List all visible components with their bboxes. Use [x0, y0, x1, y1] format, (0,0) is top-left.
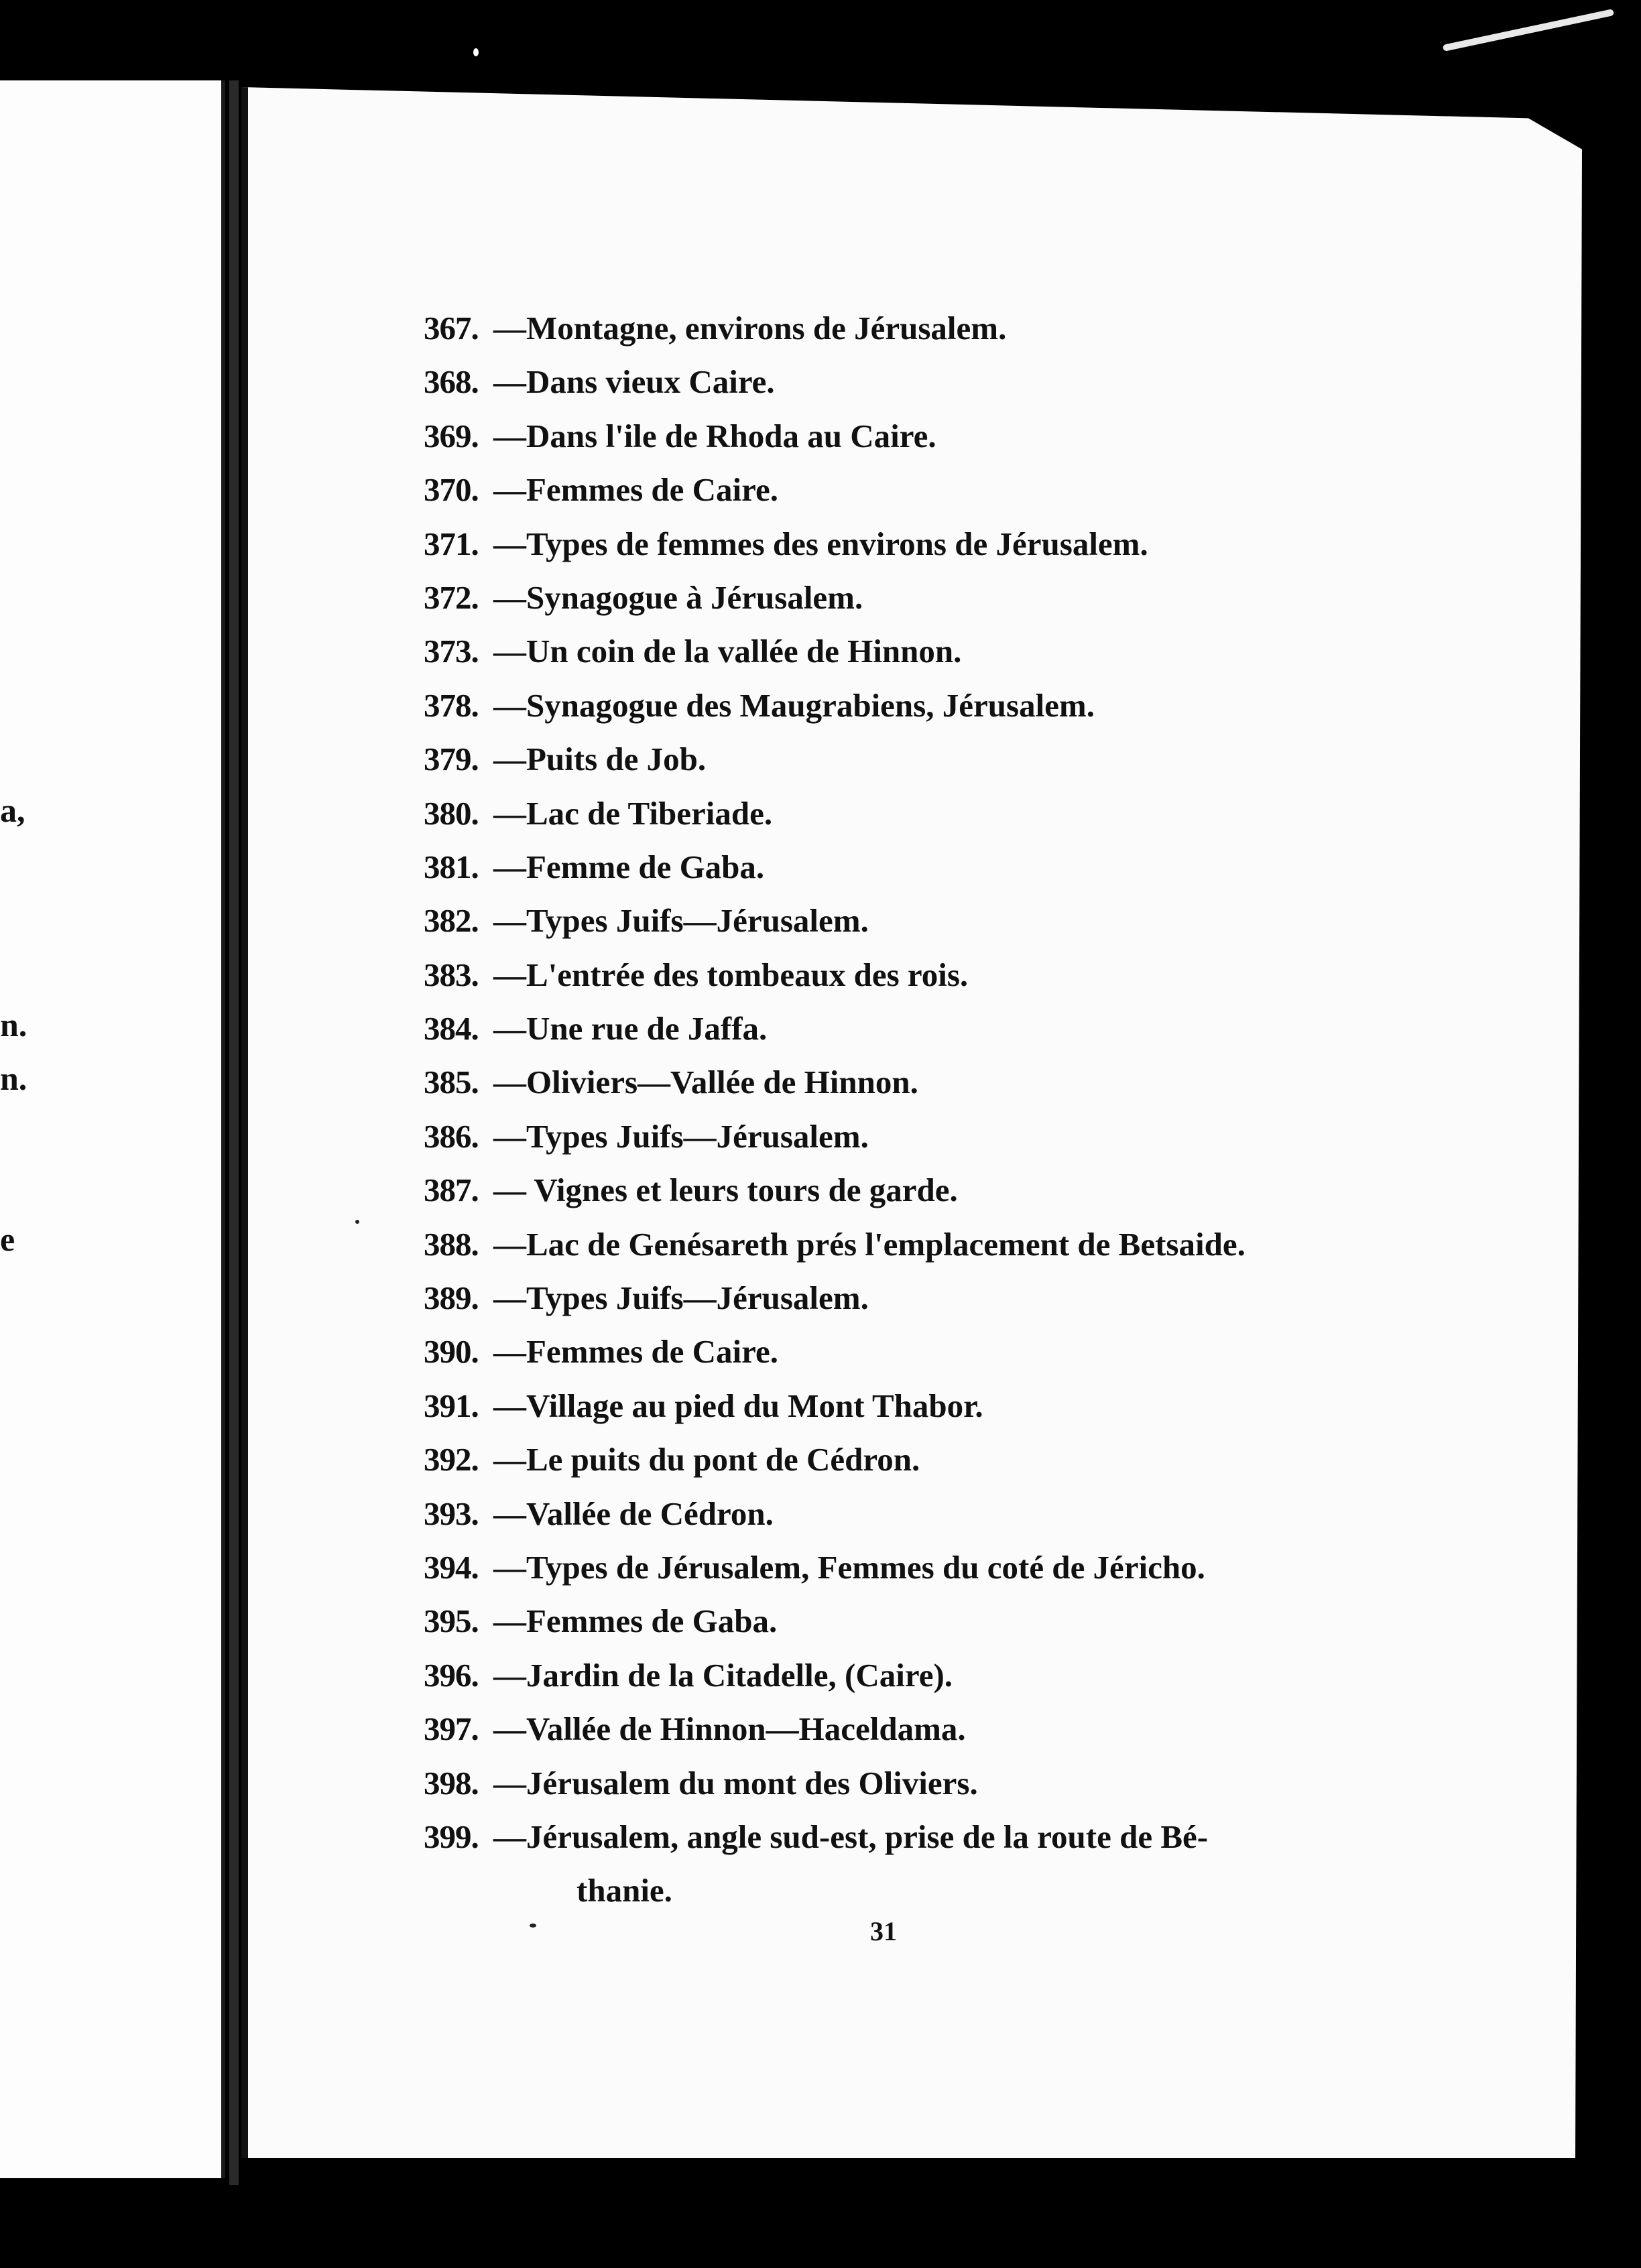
entry-title: —Femme de Gaba.: [493, 848, 765, 885]
catalog-entry: [424, 1649, 1443, 1702]
catalog-entry: [424, 1218, 1443, 1271]
catalog-entry: [424, 1810, 1443, 1864]
entry-number: 378.: [424, 686, 479, 724]
entry-title: —Femmes de Gaba.: [493, 1602, 778, 1640]
entry-title: —Jardin de la Citadelle, (Caire).: [493, 1656, 953, 1694]
entry-number: 370.: [424, 471, 479, 509]
left-page-fragment: n.: [0, 1006, 27, 1044]
entry-title: —Le puits du pont de Cédron.: [493, 1441, 920, 1478]
entry-title: —Types Juifs—Jérusalem.: [493, 1279, 869, 1317]
entry-number: 372.: [424, 578, 479, 616]
catalog-entry: [424, 355, 1443, 409]
entry-title: —Vallée de Cédron.: [493, 1495, 774, 1532]
entry-title: —Synagogue à Jérusalem.: [493, 578, 863, 616]
entry-title: —Un coin de la vallée de Hinnon.: [493, 633, 962, 670]
catalog-entry: [424, 1594, 1443, 1648]
entry-number: 391.: [424, 1387, 479, 1424]
scan-artifact: [1443, 9, 1614, 52]
entry-title: —Dans vieux Caire.: [493, 363, 775, 401]
catalog-entry: [424, 840, 1443, 894]
entry-number: 385.: [424, 1064, 479, 1101]
entry-title: —Jérusalem du mont des Oliviers.: [493, 1764, 978, 1802]
entry-number: 388.: [424, 1225, 479, 1263]
entry-number: 395.: [424, 1602, 479, 1640]
entry-title: —Dans l'ile de Rhoda au Caire.: [493, 417, 936, 454]
entry-number: 390.: [424, 1333, 479, 1371]
entry-number: 368.: [424, 363, 479, 401]
entry-number: 371.: [424, 525, 479, 562]
catalog-entry: [424, 948, 1443, 1002]
book-spine: [229, 80, 239, 2185]
catalog-entry: [424, 1110, 1443, 1163]
entry-title: —Vallée de Hinnon—Haceldama.: [493, 1710, 966, 1748]
catalog-entry: [424, 463, 1443, 517]
entry-number: 397.: [424, 1710, 479, 1748]
entry-number: 386.: [424, 1117, 479, 1155]
entry-title: —Lac de Tiberiade.: [493, 794, 773, 832]
catalog-entry: [424, 894, 1443, 948]
entry-title: —Puits de Job.: [493, 741, 707, 778]
catalog-entry-list: [424, 302, 1443, 1918]
entry-title: —Oliviers—Vallée de Hinnon.: [493, 1064, 918, 1101]
catalog-entry: [424, 1757, 1443, 1810]
entry-title: —Synagogue des Maugrabiens, Jérusalem.: [493, 686, 1095, 724]
ink-speck: [355, 1220, 359, 1224]
catalog-entry: [424, 517, 1443, 571]
catalog-entry: [424, 1487, 1443, 1541]
entry-number: 387.: [424, 1172, 479, 1209]
catalog-entry: [424, 787, 1443, 840]
ink-speck: [530, 1924, 536, 1928]
catalog-entry: [424, 1002, 1443, 1056]
entry-title: — Vignes et leurs tours de garde.: [493, 1172, 958, 1209]
catalog-entry: [424, 302, 1443, 355]
entry-number: 382.: [424, 902, 479, 940]
entry-number: 369.: [424, 417, 479, 454]
entry-number: 379.: [424, 741, 479, 778]
catalog-entry: [424, 1379, 1443, 1433]
entry-number: 398.: [424, 1764, 479, 1802]
entry-title: —Une rue de Jaffa.: [493, 1010, 768, 1048]
entry-title: —Types Juifs—Jérusalem.: [493, 902, 869, 940]
entry-number: 399.: [424, 1818, 479, 1855]
entry-number: 367.: [424, 310, 479, 346]
entry-number: 394.: [424, 1548, 479, 1586]
entry-number: 396.: [424, 1656, 479, 1694]
entry-title: —Femmes de Caire.: [493, 1333, 778, 1371]
entry-title: —Village au pied du Mont Thabor.: [493, 1387, 983, 1424]
catalog-entry: [424, 1325, 1443, 1379]
catalog-entry: [424, 410, 1443, 463]
entry-number: 389.: [424, 1279, 479, 1317]
previous-page-edge: [0, 80, 225, 2178]
entry-title: —Femmes de Caire.: [493, 471, 778, 509]
entry-number: 383.: [424, 956, 479, 993]
entry-title: —Types de femmes des environs de Jérusalem.: [493, 525, 1148, 562]
entry-title: —Jérusalem, angle sud-est, prise de la route de Bé-: [493, 1818, 1209, 1855]
catalog-entry: [424, 1541, 1443, 1594]
entry-number: 384.: [424, 1010, 479, 1048]
entry-title: —Montagne, environs de Jérusalem.: [493, 310, 1007, 346]
entry-number: 381.: [424, 848, 479, 885]
catalog-entry: [424, 1271, 1443, 1325]
catalog-entry: [424, 625, 1443, 678]
catalog-entry: [424, 571, 1443, 625]
left-page-fragment: n.: [0, 1060, 27, 1097]
entry-title: —L'entrée des tombeaux des rois.: [493, 956, 969, 993]
entry-number: 373.: [424, 633, 479, 670]
catalog-entry: [424, 679, 1443, 733]
catalog-entry: [424, 733, 1443, 786]
left-page-fragment: a,: [0, 792, 25, 829]
page-number: 31: [870, 1916, 897, 1946]
entry-number: 380.: [424, 794, 479, 832]
entry-title: —Types Juifs—Jérusalem.: [493, 1117, 869, 1155]
entry-number: 393.: [424, 1495, 479, 1532]
scan-speck: [473, 48, 479, 56]
entry-number: 392.: [424, 1441, 479, 1478]
catalog-entry: [424, 1702, 1443, 1756]
catalog-entry: [424, 1163, 1443, 1217]
catalog-entry: [424, 1056, 1443, 1109]
entry-title: —Lac de Genésareth prés l'emplacement de Betsaide.: [493, 1225, 1245, 1263]
catalog-entry: [424, 1433, 1443, 1487]
left-page-fragment: e: [0, 1220, 15, 1258]
entry-continuation: thanie.: [576, 1872, 672, 1909]
entry-title: —Types de Jérusalem, Femmes du coté de Jéricho.: [493, 1548, 1205, 1586]
